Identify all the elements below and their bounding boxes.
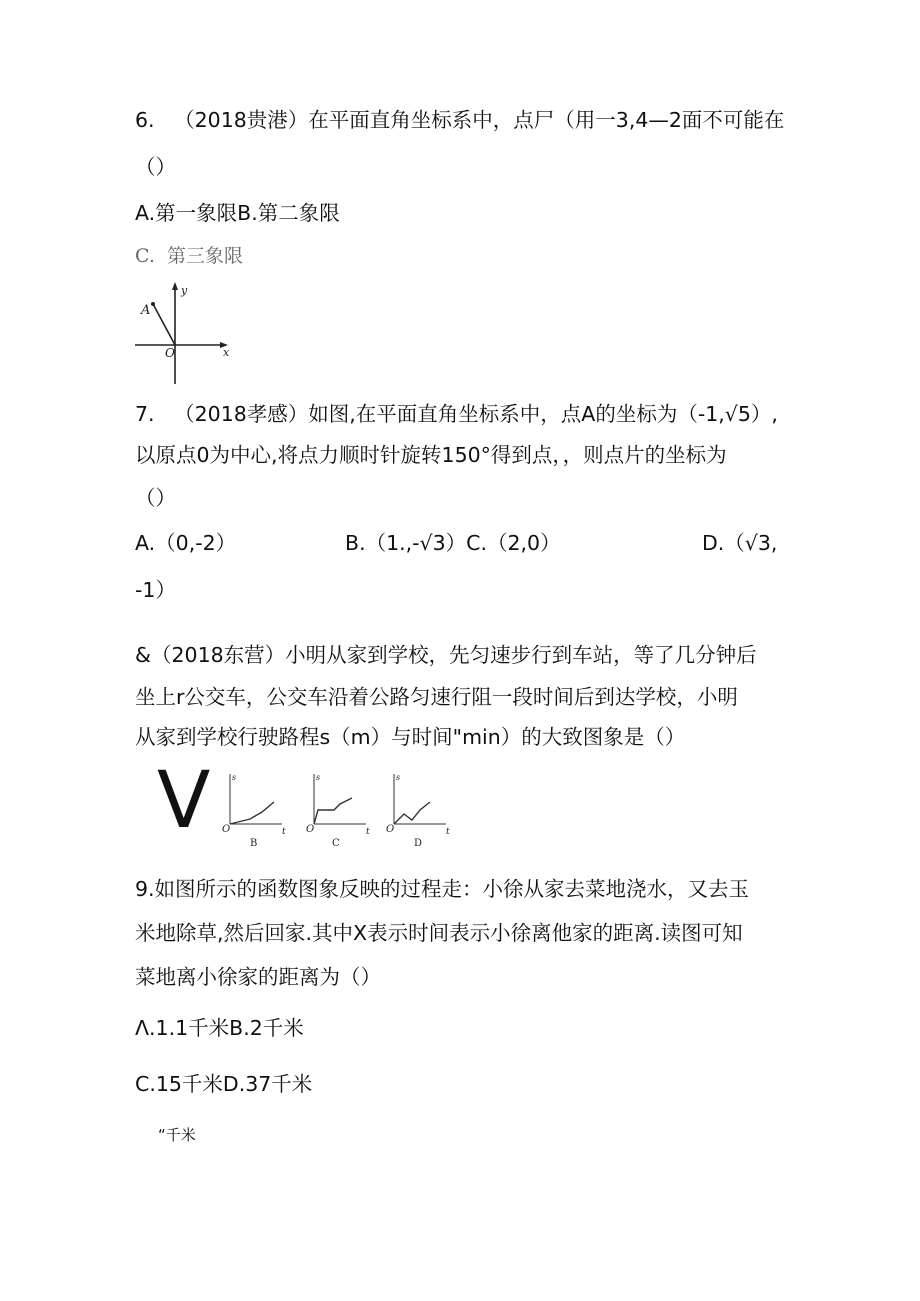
origin-label: O bbox=[306, 824, 315, 835]
q7-coordinate-figure bbox=[135, 280, 235, 386]
q9-line-1: 9.如图所示的函数图象反映的过程走：小徐从家去菜地浇水，又去玉 bbox=[135, 877, 750, 901]
q7-line-1: 7. （2018孝感）如图,在平面直角坐标系中，点A的坐标为（-1,√5）, bbox=[135, 402, 778, 426]
q8-line-3: 从家到学校行驶路程s（m）与时间"min）的大致图象是（） bbox=[135, 725, 686, 749]
t-label: t bbox=[282, 827, 286, 837]
q7-line-2: 以原点0为中心,将点力顺时针旋转150°得到点，，则点片的坐标为 bbox=[135, 443, 727, 467]
y-axis-label: y bbox=[181, 284, 188, 297]
q9-line-2: 米地除草,然后回家.其中X表示时间表示小徐离他家的距离.读图可知 bbox=[135, 921, 743, 945]
q9-options-ab: Λ.1.1千米B.2千米 bbox=[135, 1016, 304, 1040]
q7-option-a: A.（0,-2） bbox=[135, 531, 237, 555]
q8-option-a-glyph: V bbox=[157, 756, 211, 846]
q6-line-2: （） bbox=[135, 155, 176, 179]
q9-figure-fragment: “千米 bbox=[158, 1126, 196, 1144]
q8-graph-c bbox=[304, 770, 376, 850]
graph-b-line bbox=[230, 802, 274, 824]
origin-label: O bbox=[165, 346, 175, 360]
q8-line-2: 坐上r公交车，公交车沿着公路匀速行阻一段时间后到达学校，小明 bbox=[135, 685, 738, 709]
graph-label: B bbox=[250, 838, 258, 849]
q6-options-ab: A.第一象限B.第二象限 bbox=[135, 201, 340, 225]
s-label: s bbox=[316, 773, 321, 782]
q9-line-3: 菜地离小徐家的距离为（） bbox=[135, 965, 381, 989]
q6-option-c: C. 第三象限 bbox=[135, 245, 243, 267]
origin-label: O bbox=[222, 824, 231, 835]
q8-graph-d bbox=[384, 770, 456, 850]
q8-graph-b bbox=[220, 770, 292, 850]
t-label: t bbox=[446, 827, 450, 837]
segment-oa bbox=[153, 304, 175, 345]
q6-line-1: 6. （2018贵港）在平面直角坐标系中，点尸（用一3,4—2面不可能在 bbox=[135, 108, 785, 132]
y-axis-arrow bbox=[172, 282, 178, 290]
q7-line-3: （） bbox=[135, 486, 176, 510]
graph-label: C bbox=[332, 838, 340, 849]
q7-option-bc: B.（1.,-√3）C.（2,0） bbox=[345, 531, 561, 555]
s-label: s bbox=[232, 773, 237, 782]
t-label: t bbox=[366, 827, 370, 837]
graph-label: D bbox=[414, 838, 423, 849]
q7-option-d: D.（√3, bbox=[702, 531, 778, 555]
q7-option-d-continued: -1） bbox=[135, 578, 176, 602]
graph-c-line bbox=[314, 798, 352, 824]
x-axis-label: x bbox=[223, 346, 230, 359]
point-a bbox=[151, 302, 155, 306]
s-label: s bbox=[396, 773, 401, 782]
graph-d-line bbox=[394, 802, 430, 824]
q8-line-1: &（2018东营）小明从家到学校，先匀速步行到车站，等了几分钟后 bbox=[135, 643, 757, 667]
origin-label: O bbox=[386, 824, 395, 835]
q9-options-cd: C.15千米D.37千米 bbox=[135, 1072, 313, 1096]
point-a-label: A bbox=[141, 303, 151, 318]
